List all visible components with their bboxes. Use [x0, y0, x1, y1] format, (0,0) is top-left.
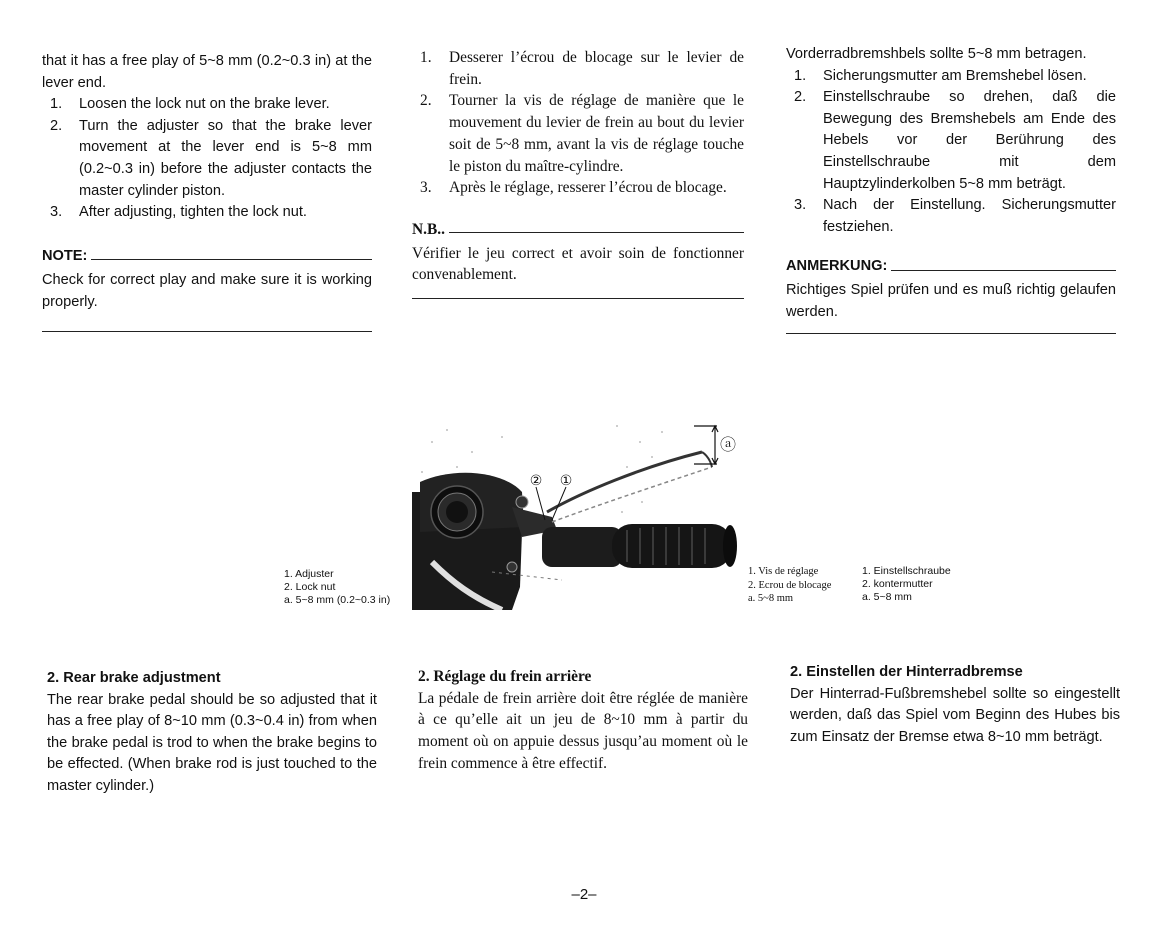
french-note-title: N.B..: [412, 219, 744, 241]
german-section-title: 2. Einstellen der Hinterradbremse: [790, 664, 1023, 680]
brake-lever-photo: [412, 412, 742, 610]
list-item: 3. Après le réglage, resserer l’écrou de blocage.: [420, 179, 727, 197]
german-column: [786, 44, 1116, 334]
french-note-text: Vérifier le jeu correct et avoir soin de fonctionner convenablement.: [412, 244, 744, 284]
english-rear-brake-section: [47, 668, 377, 798]
list-item: 1. Loosen the lock nut on the brake lever.: [50, 96, 330, 113]
english-note-title: NOTE:: [42, 246, 372, 268]
list-item: 1. Sicherungsmutter am Bremshebel lösen.: [794, 67, 1087, 84]
french-figure-caption: 1. Vis de réglage 2. Ecrou de blocage a. 5~8 mm: [748, 566, 832, 604]
english-column: [42, 51, 372, 332]
french-rear-brake-section: [418, 666, 748, 775]
french-section-title: 2. Réglage du frein arrière: [418, 668, 592, 685]
german-rear-brake-section: [790, 662, 1120, 748]
list-item: 1. Desserer l’écrou de blocage sur le levier de frein.: [420, 49, 744, 88]
german-note-title: ANMERKUNG:: [786, 256, 1116, 278]
list-item: 2. Turn the adjuster so that the brake lever movement at the lever end is 5~8 mm (0.2~0.3 in) before the adjuster contacts the master cylinder piston.: [50, 117, 372, 199]
english-figure-caption: 1. Adjuster 2. Lock nut a. 5~8 mm (0.2~0.3 in): [284, 568, 391, 606]
german-section-text: Der Hinterrad-Fußbremshebel sollte so eingestellt werden, daß das Spiel vom Beginn des Hubes bis zum Einsatz der Bremse etwa 8~10 mm beträgt.: [790, 685, 1120, 745]
divider: [786, 333, 1116, 334]
german-steps: [786, 66, 1116, 239]
french-column: [412, 47, 744, 299]
list-item: 3. Nach der Einstellung. Sicherungsmutter festziehen.: [794, 197, 1116, 235]
callout-free-play-label: ⓐ: [719, 435, 737, 454]
french-section-text: La pédale de frein arrière doit être réglée de manière à ce qu’elle ait un jeu de 8~10 mm à partir du moment où on appuie dessus jusqu’au moment où le frein commence à être effectif.: [418, 689, 748, 772]
callout-adjuster-label: ②: [529, 473, 543, 489]
english-section-text: The rear brake pedal should be so adjusted that it has a free play of 8~10 mm (0.3~0.4 in) from when the brake pedal is trod to when the brake begins to be effected. (When brake rod is just touched to the master cylinder.): [47, 691, 377, 794]
english-section-title: 2. Rear brake adjustment: [47, 670, 221, 686]
divider: [412, 298, 744, 299]
list-item: 2. Tourner la vis de réglage de manière que le mouvement du levier de frein au bout du levier soit de 5~8 mm, avant la vis de réglage touche le piston du maître-cylindre.: [420, 92, 744, 175]
english-note-text: Check for correct play and make sure it is working properly.: [42, 272, 372, 310]
list-item: 2. Einstellschraube so drehen, daß die Bewegung des Bremshebels am Ende des Hebels vor der Berührung des Einstellschraube mit dem Hauptzylinderkolben 5~8 mm beträgt.: [794, 89, 1116, 192]
page-number: –2–: [571, 886, 597, 903]
english-intro: that it has a free play of 5~8 mm (0.2~0.3 in) at the lever end.: [42, 53, 372, 91]
french-steps: [412, 47, 744, 199]
german-intro: Vorderradbremshbels sollte 5~8 mm betragen.: [786, 46, 1087, 62]
divider: [42, 331, 372, 332]
english-steps: [42, 94, 372, 224]
german-note-text: Richtiges Spiel prüfen und es muß richtig gelaufen werden.: [786, 281, 1116, 320]
german-figure-caption: 1. Einstellschraube 2. kontermutter a. 5~8 mm: [862, 565, 951, 603]
list-item: 3. After adjusting, tighten the lock nut.: [50, 204, 307, 221]
callout-lock-nut-label: ①: [559, 473, 573, 489]
